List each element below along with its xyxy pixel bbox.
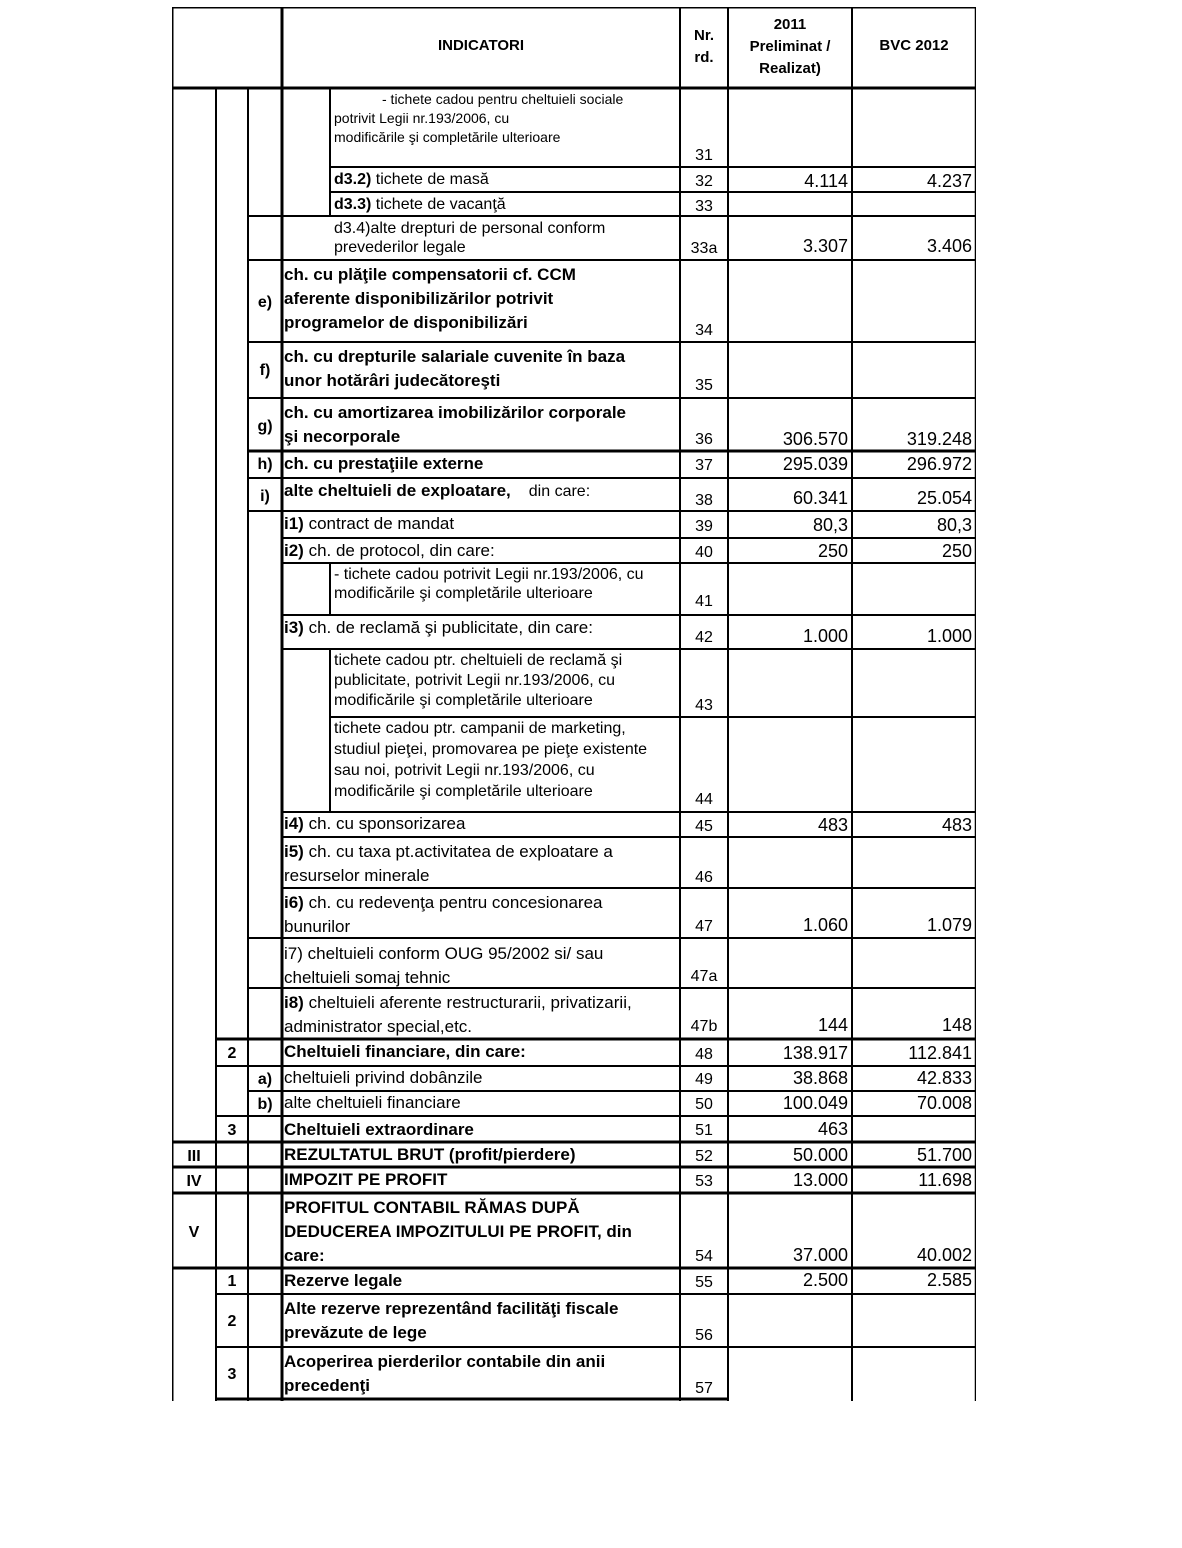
row-52-indicator: REZULTATUL BRUT (profit/pierdere) bbox=[284, 1145, 576, 1164]
row-45-2012: 483 bbox=[941, 815, 972, 835]
row-34-label: e) bbox=[257, 294, 273, 311]
row-50-label: b) bbox=[257, 1096, 273, 1113]
row-34-indicator bbox=[284, 263, 576, 335]
row-54-label: V bbox=[188, 1224, 200, 1241]
row-45-nr: 45 bbox=[695, 818, 713, 835]
row-36-2011: 306.570 bbox=[782, 429, 848, 449]
row-32-code: d3.2) bbox=[334, 171, 372, 188]
row-35-line-2: unor hotărâri judecătoreşti bbox=[284, 371, 501, 390]
row-55-nr: 55 bbox=[695, 1274, 713, 1291]
row-52-nr: 52 bbox=[695, 1148, 713, 1165]
row-36-2012: 319.248 bbox=[906, 429, 972, 449]
row-37-nr: 37 bbox=[695, 457, 713, 474]
header-2011-line1: 2011 bbox=[773, 16, 807, 33]
row-39-2012: 80,3 bbox=[936, 515, 972, 535]
row-42-nr: 42 bbox=[695, 629, 713, 646]
row-57-indicator bbox=[284, 1350, 605, 1398]
row-46-indicator bbox=[284, 840, 613, 888]
row-56-line-1: Alte rezerve reprezentând facilităţi fiscale bbox=[284, 1299, 619, 1318]
row-41-line-2: modificările şi completările ulterioare bbox=[334, 585, 593, 602]
header-2011-line3: Realizat) bbox=[759, 60, 821, 77]
row-49-label: a) bbox=[257, 1071, 273, 1088]
row-57-line-2: precedenţi bbox=[284, 1376, 370, 1395]
row-54-2012: 40.002 bbox=[916, 1245, 972, 1265]
row-33a-2011: 3.307 bbox=[802, 236, 848, 256]
row-57-line-1: Acoperirea pierderilor contabile din anii bbox=[284, 1352, 606, 1371]
row-47-2011: 1.060 bbox=[802, 915, 848, 935]
row-49-nr: 49 bbox=[695, 1071, 713, 1088]
row-34-line-2: aferente disponibilizărilor potrivit bbox=[284, 289, 554, 308]
row-45-text: ch. cu sponsorizarea bbox=[303, 814, 466, 833]
header-nr-rd-line2: rd. bbox=[694, 49, 714, 66]
row-39-indicator bbox=[284, 514, 454, 533]
row-55-2011: 2.500 bbox=[802, 1270, 848, 1290]
row-33-indicator bbox=[334, 195, 506, 214]
row-42-code: i3) bbox=[284, 618, 304, 637]
row-47-line-2: bunurilor bbox=[284, 917, 351, 936]
row-51-indicator: Cheltuieli extraordinare bbox=[284, 1120, 474, 1139]
row-40-nr: 40 bbox=[695, 544, 713, 561]
row-53-2011: 13.000 bbox=[792, 1170, 848, 1190]
row-35-label: f) bbox=[259, 362, 271, 379]
row-49-2011: 38.868 bbox=[792, 1068, 848, 1088]
row-38-suffix: din care: bbox=[528, 483, 591, 500]
row-36-line-1: ch. cu amortizarea imobilizărilor corporale bbox=[284, 403, 626, 422]
row-53-label: IV bbox=[186, 1173, 202, 1190]
row-48-indicator: Cheltuieli financiare, din care: bbox=[284, 1042, 526, 1061]
row-41-line-1: - tichete cadou potrivit Legii nr.193/2006, cu bbox=[334, 566, 644, 583]
row-40-code: i2) bbox=[284, 541, 304, 560]
row-48-label: 2 bbox=[227, 1045, 237, 1062]
row-34-line-1: ch. cu plăţile compensatorii cf. CCM bbox=[284, 265, 576, 284]
row-38-nr: 38 bbox=[695, 492, 713, 509]
row-47-code: i6) bbox=[284, 893, 304, 912]
row-56-indicator bbox=[284, 1297, 618, 1345]
row-43-line-3: modificările şi completările ulterioare bbox=[334, 692, 593, 709]
row-37-label: h) bbox=[257, 456, 273, 473]
row-47a-line-1: i7) cheltuieli conform OUG 95/2002 si/ sau bbox=[284, 944, 604, 963]
row-33-text: tichete de vacanţă bbox=[371, 196, 506, 213]
row-45-code: i4) bbox=[284, 814, 304, 833]
row-54-line-2: DEDUCEREA IMPOZITULUI PE PROFIT, din bbox=[284, 1222, 632, 1241]
row-40-2011: 250 bbox=[817, 541, 848, 561]
row-46-line-1 bbox=[284, 840, 613, 864]
row-47b-nr: 47b bbox=[690, 1018, 718, 1035]
row-47-line-1 bbox=[284, 891, 602, 915]
row-37-2011: 295.039 bbox=[782, 454, 848, 474]
row-46-nr: 46 bbox=[695, 869, 713, 886]
row-35-nr: 35 bbox=[695, 377, 713, 394]
row-51-2011: 463 bbox=[817, 1119, 848, 1139]
row-47-text: ch. cu redevenţa pentru concesionarea bbox=[303, 893, 603, 912]
row-36-line-2: şi necorporale bbox=[284, 427, 401, 446]
row-52-label: III bbox=[187, 1148, 201, 1165]
row-40-2012: 250 bbox=[941, 541, 972, 561]
row-41-indicator bbox=[334, 565, 644, 603]
row-47-2012: 1.079 bbox=[926, 915, 972, 935]
row-46-code: i5) bbox=[284, 842, 304, 861]
row-36-nr: 36 bbox=[695, 431, 713, 448]
row-38-text: alte cheltuieli de exploatare, bbox=[284, 481, 511, 500]
row-43-line-2: publicitate, potrivit Legii nr.193/2006, cu bbox=[334, 672, 616, 689]
row-36-label: g) bbox=[257, 418, 273, 435]
header-nr-rd-line1: Nr. bbox=[693, 27, 714, 44]
row-33a-line-1: d3.4)alte drepturi de personal conform bbox=[334, 220, 606, 237]
row-51-label: 3 bbox=[227, 1122, 237, 1139]
row-38-indicator bbox=[284, 481, 590, 501]
row-55-indicator: Rezerve legale bbox=[284, 1271, 403, 1290]
row-56-nr: 56 bbox=[695, 1327, 713, 1344]
row-34-nr: 34 bbox=[695, 322, 713, 339]
row-37-2012: 296.972 bbox=[906, 454, 972, 474]
row-32-indicator bbox=[334, 170, 489, 189]
row-32-nr: 32 bbox=[695, 173, 713, 190]
row-39-text: contract de mandat bbox=[303, 514, 455, 533]
row-48-2011: 138.917 bbox=[782, 1043, 848, 1063]
row-47b-line-1 bbox=[284, 991, 632, 1015]
row-44-line-3: sau noi, potrivit Legii nr.193/2006, cu bbox=[334, 762, 595, 779]
row-47b-2012: 148 bbox=[941, 1015, 972, 1035]
row-32-text: tichete de masă bbox=[371, 171, 489, 188]
row-42-text: ch. de reclamă şi publicitate, din care: bbox=[303, 618, 593, 637]
row-31-indicator bbox=[334, 90, 623, 147]
row-49-indicator: cheltuieli privind dobânzile bbox=[284, 1068, 483, 1087]
row-57-nr: 57 bbox=[695, 1380, 713, 1397]
header-bvc-2012: BVC 2012 bbox=[879, 37, 949, 54]
row-47a-indicator bbox=[284, 942, 603, 990]
row-39-nr: 39 bbox=[695, 518, 713, 535]
row-33a-nr: 33a bbox=[690, 240, 718, 257]
row-35-indicator bbox=[284, 345, 625, 393]
row-34-line-3: programelor de disponibilizări bbox=[284, 313, 528, 332]
row-47-indicator bbox=[284, 891, 602, 939]
row-41-nr: 41 bbox=[695, 593, 713, 610]
row-43-indicator bbox=[334, 651, 622, 711]
row-44-nr: 44 bbox=[695, 791, 713, 808]
row-40-text: ch. de protocol, din care: bbox=[303, 541, 495, 560]
row-42-indicator bbox=[284, 618, 593, 637]
row-33-nr: 33 bbox=[695, 198, 713, 215]
row-47a-nr: 47a bbox=[690, 968, 718, 985]
row-46-line-2: resurselor minerale bbox=[284, 866, 430, 885]
row-36-indicator bbox=[284, 401, 626, 449]
row-32-2011: 4.114 bbox=[804, 171, 848, 191]
row-38-2011: 60.341 bbox=[792, 488, 848, 508]
header-2011-line2: Preliminat / bbox=[749, 38, 831, 55]
header-nr-rd bbox=[680, 25, 728, 69]
budget-table bbox=[172, 7, 976, 1401]
row-52-2011: 50.000 bbox=[792, 1145, 848, 1165]
row-54-line-1: PROFITUL CONTABIL RĂMAS DUPĂ bbox=[284, 1198, 580, 1217]
row-50-indicator: alte cheltuieli financiare bbox=[284, 1093, 461, 1112]
row-45-indicator bbox=[284, 814, 465, 833]
row-38-2012: 25.054 bbox=[916, 488, 972, 508]
row-49-2012: 42.833 bbox=[916, 1068, 972, 1088]
row-54-nr: 54 bbox=[695, 1248, 713, 1265]
row-54-indicator bbox=[284, 1196, 632, 1268]
row-55-label: 1 bbox=[227, 1273, 237, 1290]
row-54-2011: 37.000 bbox=[792, 1245, 848, 1265]
row-43-line-1: tichete cadou ptr. cheltuieli de reclamă şi bbox=[334, 652, 623, 669]
row-44-indicator bbox=[334, 718, 647, 802]
row-33a-indicator bbox=[334, 219, 605, 257]
row-48-nr: 48 bbox=[695, 1046, 713, 1063]
row-50-nr: 50 bbox=[695, 1096, 713, 1113]
row-47b-2011: 144 bbox=[817, 1015, 848, 1035]
row-46-text: ch. cu taxa pt.activitatea de exploatare a bbox=[303, 842, 613, 861]
row-33a-line-2: prevederilor legale bbox=[334, 239, 466, 256]
row-50-2011: 100.049 bbox=[782, 1093, 848, 1113]
row-56-label: 2 bbox=[227, 1313, 237, 1330]
row-44-line-2: studiul pieţei, promovarea pe pieţe existente bbox=[334, 741, 648, 758]
row-47b-code: i8) bbox=[284, 993, 304, 1012]
row-44-line-4: modificările şi completările ulterioare bbox=[334, 783, 593, 800]
row-32-2012: 4.237 bbox=[926, 171, 972, 191]
row-50-2012: 70.008 bbox=[916, 1093, 972, 1113]
row-38-label: i) bbox=[260, 488, 270, 505]
row-48-2012: 112.841 bbox=[908, 1043, 972, 1063]
row-53-nr: 53 bbox=[695, 1173, 713, 1190]
row-47a-line-2: cheltuieli somaj tehnic bbox=[284, 968, 451, 987]
row-52-2012: 51.700 bbox=[916, 1145, 972, 1165]
row-43-nr: 43 bbox=[695, 697, 713, 714]
row-47b-text: cheltuieli aferente restructurarii, privatizarii, bbox=[303, 993, 632, 1012]
row-31-nr: 31 bbox=[695, 147, 713, 164]
row-31-line-2: potrivit Legii nr.193/2006, cu bbox=[334, 110, 510, 126]
row-53-2012: 11.698 bbox=[918, 1170, 972, 1190]
row-33a-2012: 3.406 bbox=[926, 236, 972, 256]
header-indicatori: INDICATORI bbox=[437, 37, 525, 54]
row-31-line-3: modificările şi completările ulterioare bbox=[334, 129, 561, 145]
row-44-line-1: tichete cadou ptr. campanii de marketing, bbox=[334, 720, 626, 737]
row-42-2011: 1.000 bbox=[802, 626, 848, 646]
row-35-line-1: ch. cu drepturile salariale cuvenite în baza bbox=[284, 347, 626, 366]
row-47-nr: 47 bbox=[695, 918, 713, 935]
header-2011 bbox=[728, 14, 852, 80]
row-31-line-1: - tichete cadou pentru cheltuieli sociale bbox=[382, 91, 624, 107]
row-42-2012: 1.000 bbox=[926, 626, 972, 646]
row-39-code: i1) bbox=[284, 514, 304, 533]
row-47b-indicator bbox=[284, 991, 632, 1039]
row-45-2011: 483 bbox=[817, 815, 848, 835]
row-37-indicator: ch. cu prestaţiile externe bbox=[284, 454, 484, 473]
row-39-2011: 80,3 bbox=[812, 515, 848, 535]
row-54-line-3: care: bbox=[284, 1246, 325, 1265]
row-51-nr: 51 bbox=[695, 1122, 713, 1139]
row-57-label: 3 bbox=[227, 1366, 237, 1383]
row-55-2012: 2.585 bbox=[926, 1270, 972, 1290]
row-47b-line-2: administrator special,etc. bbox=[284, 1017, 473, 1036]
row-56-line-2: prevăzute de lege bbox=[284, 1323, 427, 1342]
row-40-indicator bbox=[284, 541, 495, 560]
row-53-indicator: IMPOZIT PE PROFIT bbox=[284, 1170, 448, 1189]
row-33-code: d3.3) bbox=[334, 196, 372, 213]
